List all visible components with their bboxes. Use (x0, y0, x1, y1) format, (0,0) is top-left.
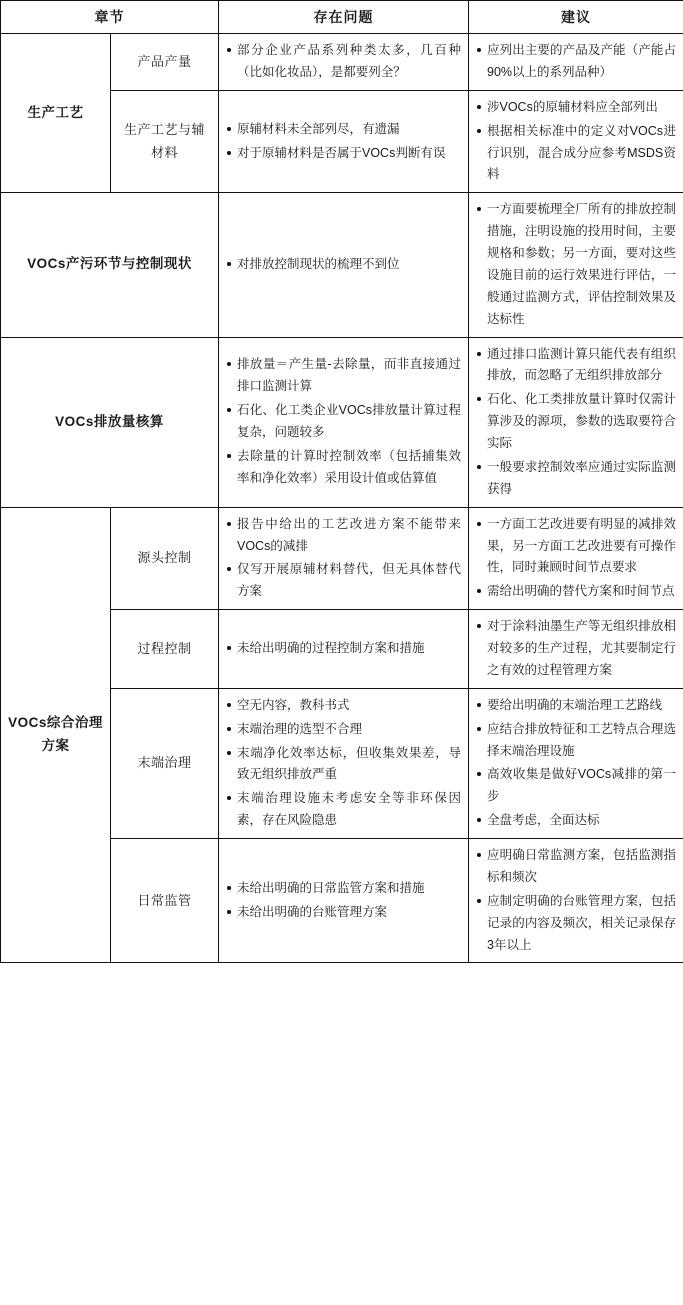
subsection-label: 末端治理 (111, 688, 219, 838)
subsection-label: 生产工艺与辅材料 (111, 90, 219, 193)
header-suggestion: 建议 (469, 1, 683, 34)
problem-cell (219, 193, 469, 337)
section-label-production: 生产工艺 (1, 34, 111, 193)
suggestion-item: 要给出明确的末端治理工艺路线 (476, 695, 676, 717)
table-header-row (1, 1, 683, 34)
problem-item: 末端治理设施未考虑安全等非环保因素，存在风险隐患 (226, 788, 461, 832)
suggestion-item: 根据相关标准中的定义对VOCs进行识别，混合成分应参考MSDS资料 (476, 121, 676, 187)
suggestion-cell (469, 193, 683, 337)
table-row (1, 507, 683, 610)
suggestion-item: 对于涂料油墨生产等无组织排放相对较多的生产过程，尤其要制定行之有效的过程管理方案 (476, 616, 676, 682)
subsection-label: 产品产量 (111, 34, 219, 91)
suggestion-cell (469, 337, 683, 507)
table-row (1, 193, 683, 337)
suggestion-cell (469, 839, 683, 963)
suggestion-item: 一方面要梳理全厂所有的排放控制措施，注明设施的投用时间，主要规格和参数；另一方面，要对这些设施目前的运行效果进行评估，一般通过监测方式，评估控制效果及达标性 (476, 199, 676, 330)
problem-item: 对于原辅材料是否属于VOCs判断有误 (226, 143, 461, 165)
suggestion-cell (469, 90, 683, 193)
problem-cell (219, 90, 469, 193)
problem-item: 对排放控制现状的梳理不到位 (226, 254, 461, 276)
problem-item: 未给出明确的日常监管方案和措施 (226, 878, 461, 900)
suggestion-item: 应列出主要的产品及产能（产能占90%以上的系列品种） (476, 40, 676, 84)
suggestion-item: 一般要求控制效率应通过实际监测获得 (476, 457, 676, 501)
suggestion-item: 应结合排放特征和工艺特点合理选择末端治理设施 (476, 719, 676, 763)
problem-item: 仅写开展原辅材料替代，但无具体替代方案 (226, 559, 461, 603)
problem-item: 空无内容，教科书式 (226, 695, 461, 717)
section-label-emission-accounting: VOCs排放量核算 (1, 337, 219, 507)
problem-item: 未给出明确的过程控制方案和措施 (226, 638, 461, 660)
problem-cell (219, 337, 469, 507)
section-label-comprehensive-plan: VOCs综合治理方案 (1, 507, 111, 963)
suggestion-item: 一方面工艺改进要有明显的减排效果，另一方面工艺改进要有可操作性，同时兼顾时间节点要求 (476, 514, 676, 580)
problem-item: 排放量＝产生量-去除量，而非直接通过排口监测计算 (226, 354, 461, 398)
suggestion-cell (469, 34, 683, 91)
suggestion-cell (469, 610, 683, 689)
problem-item: 报告中给出的工艺改进方案不能带来VOCs的减排 (226, 514, 461, 558)
subsection-label: 过程控制 (111, 610, 219, 689)
table-row (1, 34, 683, 91)
header-section: 章节 (1, 1, 219, 34)
suggestion-item: 应明确日常监测方案，包括监测指标和频次 (476, 845, 676, 889)
problem-item: 未给出明确的台账管理方案 (226, 902, 461, 924)
suggestion-item: 应制定明确的台账管理方案，包括记录的内容及频次，相关记录保存3年以上 (476, 891, 676, 957)
suggestion-cell (469, 507, 683, 610)
problem-cell (219, 688, 469, 838)
subsection-label: 日常监管 (111, 839, 219, 963)
subsection-label: 源头控制 (111, 507, 219, 610)
suggestion-item: 石化、化工类排放量计算时仅需计算涉及的源项，参数的选取要符合实际 (476, 389, 676, 455)
problem-item: 去除量的计算时控制效率（包括捕集效率和净化效率）采用设计值或估算值 (226, 446, 461, 490)
problem-item: 原辅材料未全部列尽，有遗漏 (226, 119, 461, 141)
problem-cell (219, 507, 469, 610)
section-label-pollution-status: VOCs产污环节与控制现状 (1, 193, 219, 337)
header-problem: 存在问题 (219, 1, 469, 34)
suggestion-item: 全盘考虑，全面达标 (476, 810, 676, 832)
suggestion-item: 涉VOCs的原辅材料应全部列出 (476, 97, 676, 119)
problem-cell (219, 34, 469, 91)
suggestion-item: 通过排口监测计算只能代表有组织排放，而忽略了无组织排放部分 (476, 344, 676, 388)
problem-cell (219, 839, 469, 963)
table-row (1, 337, 683, 507)
problem-item: 末端净化效率达标，但收集效果差，导致无组织排放严重 (226, 743, 461, 787)
suggestion-item: 需给出明确的替代方案和时间节点 (476, 581, 676, 603)
problem-item: 部分企业产品系列种类太多，几百种（比如化妆品），是都要列全？ (226, 40, 461, 84)
problem-cell (219, 610, 469, 689)
problem-item: 末端治理的选型不合理 (226, 719, 461, 741)
problem-item: 石化、化工类企业VOCs排放量计算过程复杂，问题较多 (226, 400, 461, 444)
suggestion-item: 高效收集是做好VOCs减排的第一步 (476, 764, 676, 808)
suggestion-cell (469, 688, 683, 838)
